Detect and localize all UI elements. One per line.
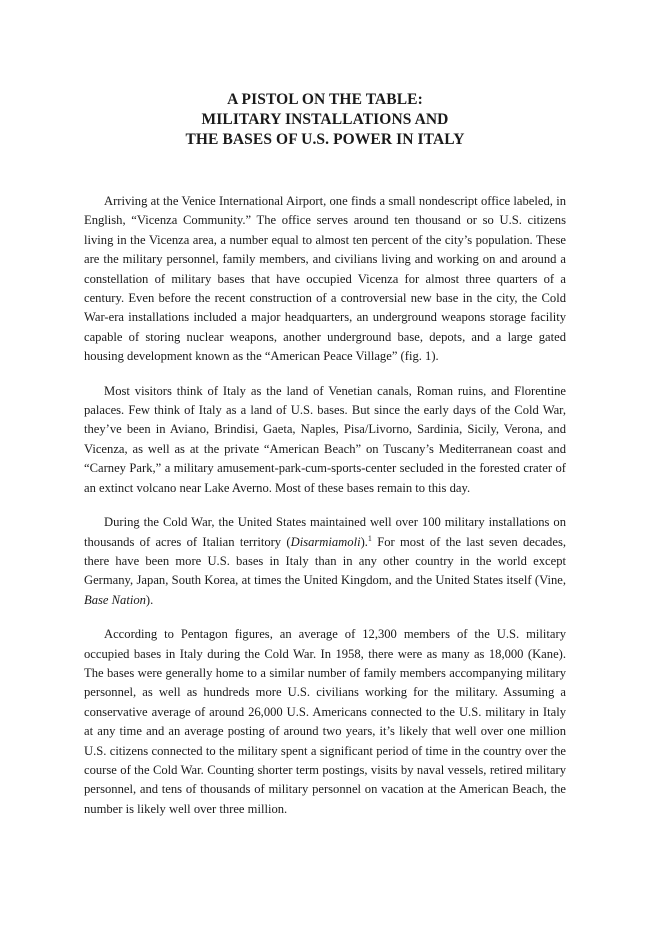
paragraph-3-text-b: ). <box>360 534 368 549</box>
paragraph-3 <box>84 513 566 610</box>
citation-disarmiamoli: Disarmiamoli <box>290 534 361 549</box>
article-title <box>84 90 566 150</box>
paragraph-3-text-d: ). <box>145 592 154 607</box>
title-line-1: A PISTOL ON THE TABLE: <box>227 91 423 108</box>
paragraph-3-text-c: For most of the last seven decades, there have been more U.S. bases in Italy than in any other country in the world except Germany, Japan, South Korea, at times the United Kingdom, and the United States itself (Vine, <box>84 534 566 588</box>
paragraph-2: Most visitors think of Italy as the land of Venetian canals, Roman ruins, and Florentine palaces. Few think of Italy as a land of U.S. bases. But since the early days of the Cold War, they’ve been in Aviano, Brindisi, Gaeta, Naples, Pisa/Livorno, Sardinia, Sicily, Verona, and Vicenza, as well as at the private “American Beach” on Tuscany’s Mediterranean coast and “Carney Park,” a military amusement-park-cum-sports-center secluded in the forested crater of an extinct volcano near Lake Averno. Most of these bases remain to this day. <box>84 383 566 495</box>
paragraph-4: According to Pentagon figures, an average of 12,300 members of the U.S. military occupied bases in Italy during the Cold War. In 1958, there were as many as 18,000 (Kane). The bases were generally home to a similar number of family members accompanying military personnel, as well as hundreds more U.S. civilians working for the military. Assuming a conservative average of around 26,000 U.S. Americans connected to the U.S. military in Italy at any time and an average posting of around two years, it’s likely that well over one million U.S. citizens connected to the military spent a significant period of time in the country over the course of the Cold War. Counting shorter term postings, visits by naval vessels, retired military personnel, and tens of thousands of military personnel on vacation at the American Beach, the number is likely well over three million. <box>84 627 566 816</box>
paragraph-3-text-a: During the Cold War, the United States maintained well over 100 military installations on thousands of acres of Italian territory ( <box>84 515 566 549</box>
document-page <box>84 90 566 834</box>
footnote-marker: 1 <box>367 533 372 543</box>
title-line-2: MILITARY INSTALLATIONS AND <box>201 111 449 128</box>
title-line-3: THE BASES OF U.S. POWER IN ITALY <box>185 131 465 148</box>
citation-base-nation: Base Nation <box>84 592 146 607</box>
paragraph-1: Arriving at the Venice International Airport, one finds a small nondescript office labeled, in English, “Vicenza Community.” The office serves around ten thousand or so U.S. citizens living in the Vicenza area, a number equal to almost ten percent of the city’s population. These are the military personnel, family members, and civilians living and working on and around a constellation of military bases that have occupied Vicenza for almost three quarters of a century. Even before the recent construction of a controversial new base in the city, the Cold War-era installations included a major headquarters, an underground weapons storage facility capable of storing nuclear weapons, another underground base, depots, and a large gated housing development known as the “American Peace Village” (fig. 1). <box>84 194 566 364</box>
